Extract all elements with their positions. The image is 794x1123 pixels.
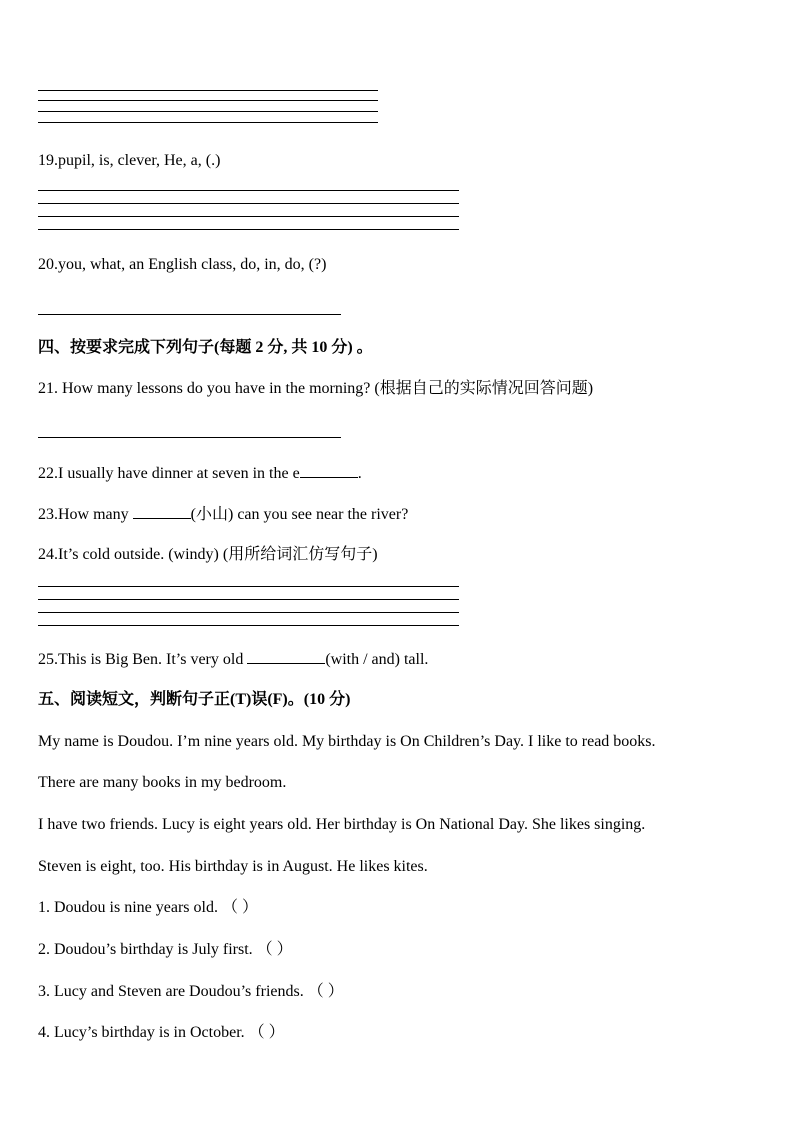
passage-line: Steven is eight, too. His birthday is in August. He likes kites. [38,858,428,875]
passage-line: My name is Doudou. I’m nine years old. My birthday is On Children’s Day. I like to read books. [38,733,656,750]
answer-parentheses[interactable]: （ ） [256,941,293,958]
question-25-end: (with / and) tall. [325,651,429,668]
question-19: 19.pupil, is, clever, He, a, (.) [38,152,221,169]
statement-text: 1. Doudou is nine years old. [38,899,218,916]
passage-line: There are many books in my bedroom. [38,774,287,791]
question-23 [38,504,408,525]
fill-blank[interactable] [247,649,325,664]
question-23-text: 23.How many [38,506,133,523]
fill-blank[interactable] [133,504,191,519]
statement-text: 4. Lucy’s birthday is in October. [38,1024,245,1041]
question-25-text: 25.This is Big Ben. It’s very old [38,651,248,668]
question-22-text: 22.I usually have dinner at seven in the e [38,465,300,482]
statement-3 [38,982,344,1002]
fill-blank[interactable] [300,463,358,478]
answer-line [38,111,378,112]
answer-line [38,314,341,315]
answer-line [38,90,378,91]
statement-1 [38,898,258,918]
answer-line [38,100,378,101]
answer-line [38,203,459,204]
answer-line [38,229,459,230]
answer-line [38,122,378,123]
answer-line [38,190,459,191]
answer-line [38,612,459,613]
answer-line [38,437,341,438]
statement-2 [38,940,293,960]
answer-line [38,599,459,600]
passage-line: I have two friends. Lucy is eight years old. Her birthday is On National Day. She likes singing. [38,816,646,833]
section-5-heading: 五、阅读短文，判断句子正(T)误(F)。(10 分) [38,691,351,708]
question-25 [38,649,428,670]
statement-4 [38,1023,285,1043]
answer-parentheses[interactable]: （ ） [307,983,344,1000]
statement-text: 3. Lucy and Steven are Doudou’s friends. [38,983,304,1000]
question-22-end: . [357,465,362,482]
answer-line [38,625,459,626]
answer-line [38,216,459,217]
section-4-heading: 四、按要求完成下列句子(每题 2 分, 共 10 分) 。 [38,339,373,356]
question-23-end: (小山) can you see near the river? [190,506,409,523]
answer-parentheses[interactable]: （ ） [221,899,258,916]
answer-parentheses[interactable]: （ ） [248,1024,285,1041]
question-24: 24.It’s cold outside. (windy) (用所给词汇仿写句子) [38,546,378,563]
answer-line [38,586,459,587]
question-21: 21. How many lessons do you have in the morning? (根据自己的实际情况回答问题) [38,380,594,397]
question-22 [38,463,362,484]
question-20: 20.you, what, an English class, do, in, do, (?) [38,256,327,273]
statement-text: 2. Doudou’s birthday is July first. [38,941,253,958]
